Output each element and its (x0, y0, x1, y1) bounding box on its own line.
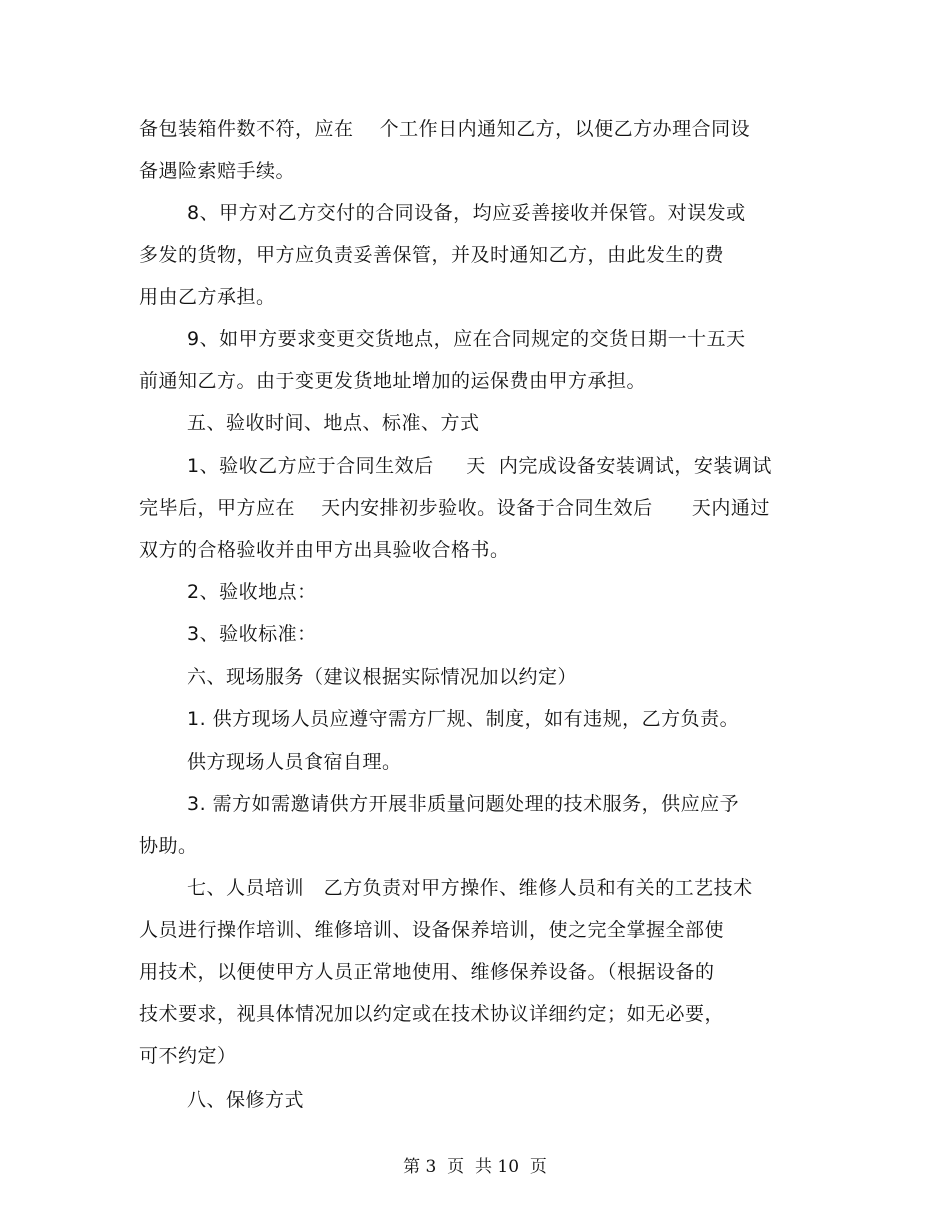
text-line: 8、甲方对乙方交付的合同设备，均应妥善接收并保管。对误发或 (187, 202, 746, 224)
text-line: 3. 需方如需邀请供方开展非质量问题处理的技术服务，供应应予 (187, 793, 740, 815)
text-line: 用由乙方承担。 (139, 286, 276, 308)
text-line: 1. 供方现场人员应遵守需方厂规、制度，如有违规，乙方负责。 (187, 708, 740, 730)
text-line: 2、验收地点： (187, 581, 317, 603)
text-line: 3、验收标准： (187, 623, 317, 645)
text-line: 可不约定） (139, 1045, 237, 1067)
text-line: 人员进行操作培训、维修培训、设备保养培训，使之完全掌握全部使 (139, 919, 725, 941)
text-line: 9、如甲方要求变更交货地点，应在合同规定的交货日期一十五天 (187, 328, 746, 350)
text-line: 备遇险索赔手续。 (139, 160, 296, 182)
text-line: 供方现场人员食宿自理。 (187, 751, 402, 773)
page-number-footer: 第 3 页 共 10 页 (403, 1157, 547, 1177)
text-line: 多发的货物，甲方应负责妥善保管，并及时通知乙方，由此发生的费 (139, 244, 725, 266)
text-line: 备包装箱件数不符，应在 个工作日内通知乙方，以便乙方办理合同设 (139, 118, 751, 140)
text-line: 用技术，以便使甲方人员正常地使用、维修保养设备。（根据设备的 (139, 961, 715, 983)
section-heading: 七、人员培训 乙方负责对甲方操作、维修人员和有关的工艺技术 (187, 877, 753, 899)
text-line: 技术要求，视具体情况加以约定或在技术协议详细约定；如无必要， (139, 1003, 725, 1025)
text-line: 前通知乙方。由于变更发货地址增加的运保费由甲方承担。 (139, 370, 647, 392)
section-heading: 六、现场服务（建议根据实际情况加以约定） (187, 666, 578, 688)
section-heading: 五、验收时间、地点、标准、方式 (187, 412, 480, 434)
text-line: 双方的合格验收并由甲方出具验收合格书。 (139, 539, 510, 561)
text-line: 完毕后，甲方应在 天内安排初步验收。设备于合同生效后 天内通过 (139, 497, 770, 519)
text-line: 协助。 (139, 835, 198, 857)
text-line: 1、验收乙方应于合同生效后 天 内完成设备安装调试，安装调试 (187, 455, 772, 477)
section-heading: 八、保修方式 (187, 1089, 305, 1111)
